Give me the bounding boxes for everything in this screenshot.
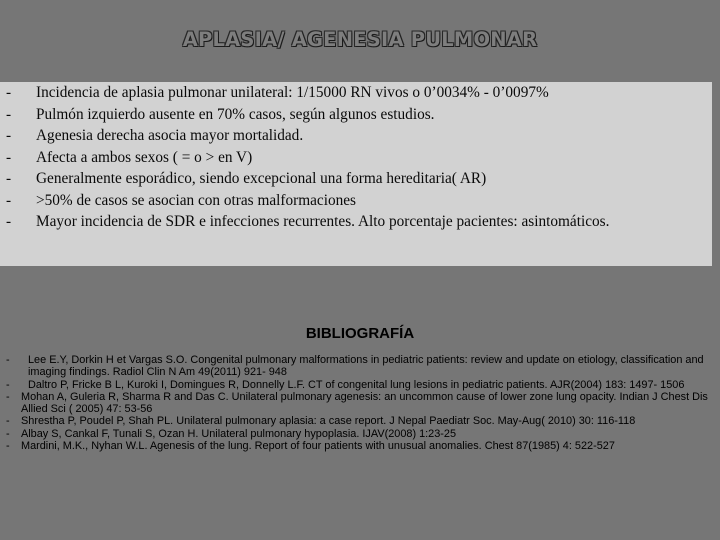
- bullet-dash: -: [6, 148, 12, 166]
- fact-text: Generalmente esporádico, siendo excepcional una forma hereditaria( AR): [36, 170, 487, 187]
- reference-text: Shrestha P, Poudel P, Shah PL. Unilateral pulmonary aplasia: a case report. J Nepal Paediatr Soc. May-Aug( 2010) 30: 116-118: [21, 415, 636, 428]
- reference-item: [0, 440, 718, 452]
- reference-text: Mohan A, Guleria R, Sharma R and Das C. Unilateral pulmonary agenesis: an uncommon cause of lower zone lung opacity. Indian J Chest Dis Allied Sci ( 2005) 47: 53-56: [21, 390, 708, 416]
- reference-item: [0, 379, 718, 391]
- fact-item: [0, 147, 712, 169]
- fact-text: Mayor incidencia de SDR e infecciones recurrentes. Alto porcentaje pacientes: asintomáticos.: [36, 213, 610, 230]
- reference-text: Daltro P, Fricke B L, Kuroki I, Domingues R, Donnelly L.F. CT of congenital lung lesions in pediatric patients. AJR(2004) 183: 1497- 1506: [28, 378, 685, 391]
- bullet-dash: -: [6, 354, 10, 366]
- bibliography-heading: BIBLIOGRAFÍA: [305, 325, 415, 342]
- fact-item: [0, 168, 712, 190]
- bullet-dash: -: [6, 440, 10, 453]
- bullet-dash: -: [6, 105, 12, 123]
- fact-text: Agenesia derecha asocia mayor mortalidad.: [36, 127, 304, 144]
- bullet-dash: -: [6, 191, 12, 209]
- reference-item: [0, 391, 718, 416]
- bullet-dash: -: [6, 127, 12, 144]
- fact-item: [0, 82, 712, 104]
- bullet-dash: -: [6, 415, 10, 428]
- reference-text: Mardini, M.K., Nyhan W.L. Agenesis of the lung. Report of four patients with unusual anomalies. Chest 87(1985) 4: 522-527: [21, 440, 615, 453]
- slide-title: APLASIA/ AGENESIA PULMONAR: [182, 28, 538, 51]
- bullet-dash: -: [6, 427, 10, 440]
- fact-text: Afecta a ambos sexos ( = o > en V): [36, 148, 253, 166]
- reference-text: Lee E.Y, Dorkin H et Vargas S.O. Congenital pulmonary malformations in pediatric patients: review and update on etiology, classification and imaging findings. Radiol Clin N Am 49(2011) 921- 948: [28, 354, 704, 379]
- references-list: [0, 354, 718, 452]
- fact-text: Pulmón izquierdo ausente en 70% casos, según algunos estudios.: [36, 105, 435, 123]
- fact-item: [0, 104, 712, 126]
- bullet-dash: -: [6, 390, 10, 403]
- bullet-dash: -: [6, 213, 12, 230]
- fact-item: [0, 190, 712, 212]
- facts-list: [0, 82, 712, 233]
- reference-item: [0, 354, 718, 379]
- facts-box: [0, 82, 712, 266]
- bullet-dash: -: [6, 378, 10, 391]
- reference-item: [0, 428, 718, 440]
- fact-text: Incidencia de aplasia pulmonar unilateral: 1/15000 RN vivos o 0’0034% - 0’0097%: [36, 84, 549, 101]
- fact-item: [0, 125, 712, 147]
- references-section: [0, 354, 718, 452]
- reference-text: Albay S, Cankal F, Tunali S, Ozan H. Unilateral pulmonary hypoplasia. IJAV(2008) 1:23-25: [21, 427, 457, 440]
- bullet-dash: -: [6, 84, 12, 101]
- bullet-dash: -: [6, 170, 12, 187]
- fact-item: [0, 211, 712, 233]
- reference-item: [0, 415, 718, 427]
- fact-text: >50% de casos se asocian con otras malformaciones: [36, 191, 356, 209]
